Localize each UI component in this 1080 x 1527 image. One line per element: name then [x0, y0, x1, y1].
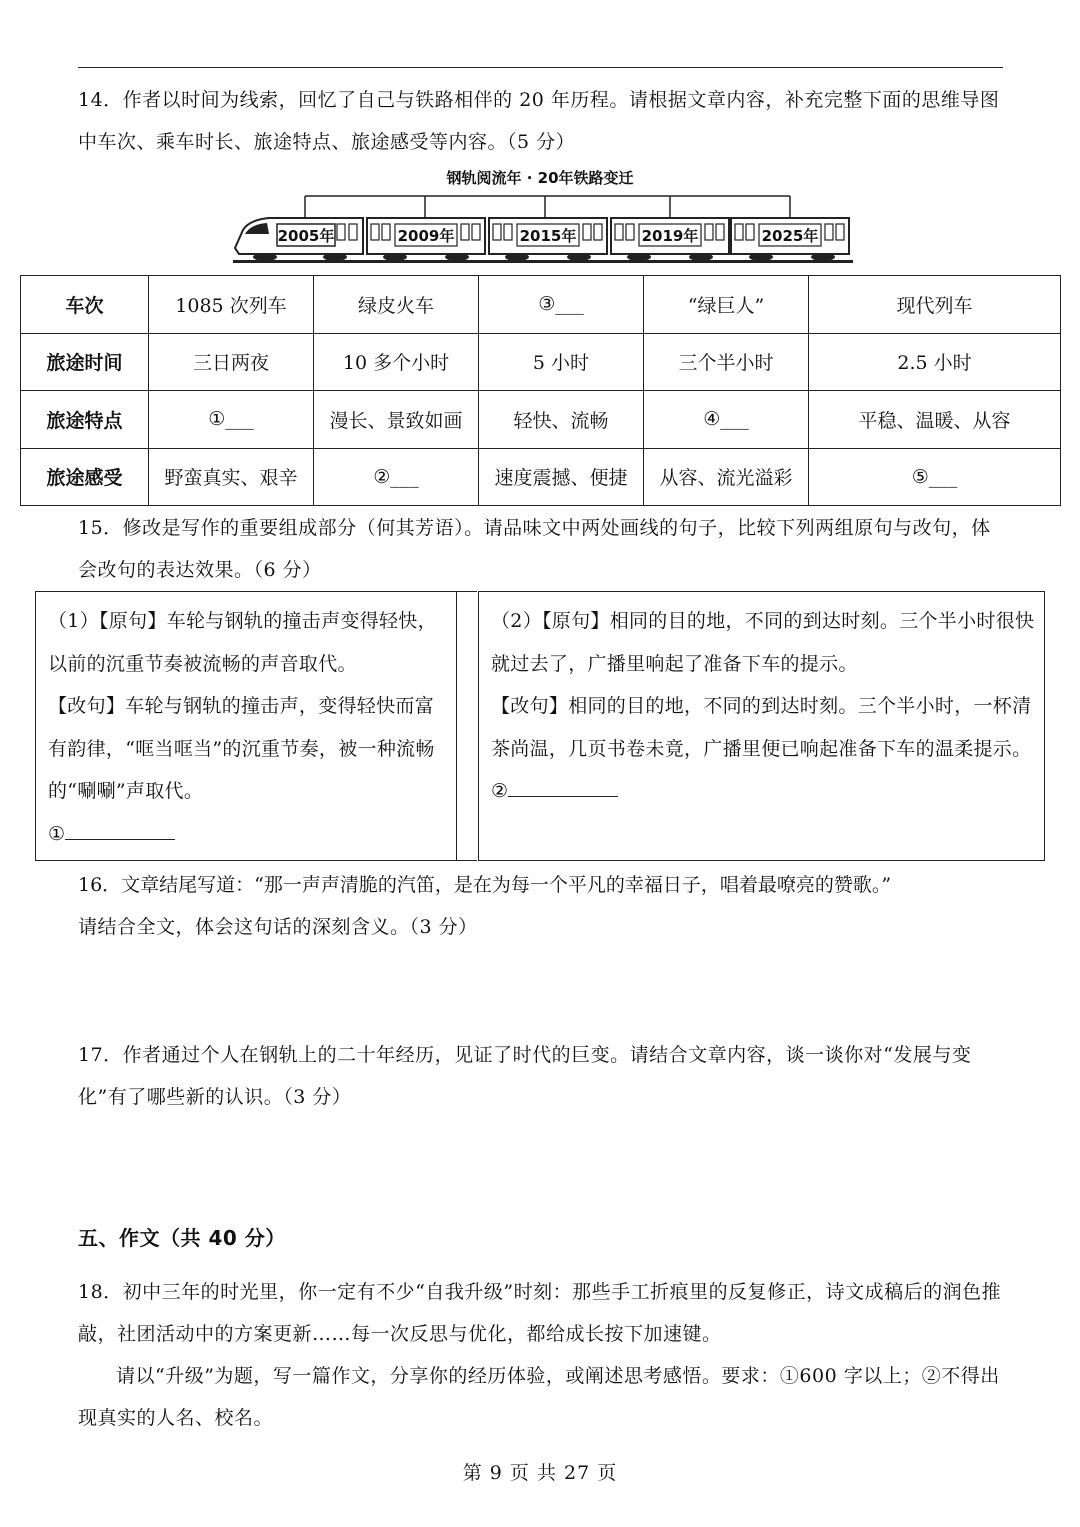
comparison-box-1 — [35, 591, 457, 861]
table-cell: 三日两夜 — [149, 333, 314, 391]
year-label: 2015年 — [519, 227, 577, 245]
row-header: 车次 — [21, 276, 149, 334]
comparison-divider — [456, 591, 477, 861]
question-17: 17．作者通过个人在钢轨上的二十年经历，见证了时代的巨变。请结合文章内容，谈一谈你对“发展与变化”有了哪些新的认识。（3 分） — [78, 1044, 972, 1108]
revised-sentence-1: 【改句】车轮与钢轨的撞击声，变得轻快而富有韵律，“哐当哐当”的沉重节奏，被一种流畅的“唰唰”声取代。 — [48, 695, 435, 802]
table-cell: 速度震撼、便捷 — [479, 448, 644, 506]
answer-marker: ② — [491, 780, 509, 802]
year-label: 2005年 — [277, 227, 335, 245]
table-row — [21, 391, 1061, 449]
year-label: 2019年 — [641, 227, 699, 245]
question-16 — [78, 864, 1038, 948]
row-header: 旅途感受 — [21, 448, 149, 506]
table-cell: 现代列车 — [809, 276, 1061, 334]
table-row — [21, 276, 1061, 334]
answer-line-2[interactable] — [491, 770, 1038, 813]
table-cell: 5 小时 — [479, 333, 644, 391]
table-cell: 1085 次列车 — [149, 276, 314, 334]
top-rule — [78, 67, 1003, 68]
year-label: 2009年 — [397, 227, 455, 245]
revised-sentence-2: 【改句】相同的目的地，不同的到达时刻。三个半小时，一杯清茶尚温，几页书卷未竟，广播里便已响起准备下车的温柔提示。 — [491, 695, 1032, 760]
question-18-prompt: 18．初中三年的时光里，你一定有不少“自我升级”时刻：那些手工折痕里的反复修正，诗文成稿后的润色推敲，社团活动中的方案更新……每一次反思与优化，都给成长按下加速键。 — [78, 1281, 1002, 1345]
question-16-line: 请结合全文，体会这句话的深刻含义。（3 分） — [78, 916, 478, 938]
table-cell: ⑤___ — [809, 448, 1061, 506]
answer-line-1[interactable] — [48, 813, 450, 856]
row-header: 旅途时间 — [21, 333, 149, 391]
question-14: 14．作者以时间为线索，回忆了自己与铁路相伴的 20 年历程。请根据文章内容，补充完整下面的思维导图中车次、乘车时长、旅途特点、旅途感受等内容。（5 分） — [78, 89, 1000, 153]
table-cell: 平稳、温暖、从容 — [809, 391, 1061, 449]
original-sentence-2: （2）【原句】相同的目的地，不同的到达时刻。三个半小时很快就过去了，广播里响起了准备下车的提示。 — [491, 610, 1035, 675]
answer-blank[interactable] — [508, 778, 618, 797]
question-18 — [78, 1271, 1003, 1439]
table-cell: ①___ — [149, 391, 314, 449]
question-18-requirements: 请以“升级”为题，写一篇作文，分享你的经历体验，或阐述思考感悟。要求：①600 字以上；②不得出现真实的人名、校名。 — [78, 1365, 1000, 1429]
table-cell: 绿皮火车 — [314, 276, 479, 334]
table-cell: ②___ — [314, 448, 479, 506]
mindmap-title: 钢轨阅流年 · 20年铁路变迁 — [446, 169, 634, 187]
table-cell: “绿巨人” — [644, 276, 809, 334]
page-footer: 第 9 页 共 27 页 — [462, 1462, 618, 1484]
table-row — [21, 448, 1061, 506]
table-cell: 轻快、流畅 — [479, 391, 644, 449]
year-label: 2025年 — [761, 227, 819, 245]
comparison-box-2 — [478, 591, 1045, 861]
table-cell: ④___ — [644, 391, 809, 449]
mindmap-table — [20, 275, 1061, 506]
table-cell: 野蛮真实、艰辛 — [149, 448, 314, 506]
table-cell: ③___ — [479, 276, 644, 334]
table-cell: 从容、流光溢彩 — [644, 448, 809, 506]
table-row — [21, 333, 1061, 391]
question-16-line: 16．文章结尾写道：“那一声声清脆的汽笛，是在为每一个平凡的幸福日子，唱着最嘹亮的赞歌。” — [78, 874, 892, 896]
original-sentence-1: （1）【原句】车轮与钢轨的撞击声变得轻快，以前的沉重节奏被流畅的声音取代。 — [48, 610, 437, 675]
table-cell: 2.5 小时 — [809, 333, 1061, 391]
row-header: 旅途特点 — [21, 391, 149, 449]
answer-blank[interactable] — [65, 821, 175, 840]
table-cell: 10 多个小时 — [314, 333, 479, 391]
question-15: 15．修改是写作的重要组成部分（何其芳语）。请品味文中两处画线的句子，比较下列两组原句与改句，体会改句的表达效果。（6 分） — [78, 517, 991, 581]
answer-marker: ① — [48, 822, 66, 845]
table-cell: 三个半小时 — [644, 333, 809, 391]
section-title: 五、作文（共 40 分） — [78, 1226, 286, 1250]
table-cell: 漫长、景致如画 — [314, 391, 479, 449]
train-illustration — [225, 168, 865, 270]
